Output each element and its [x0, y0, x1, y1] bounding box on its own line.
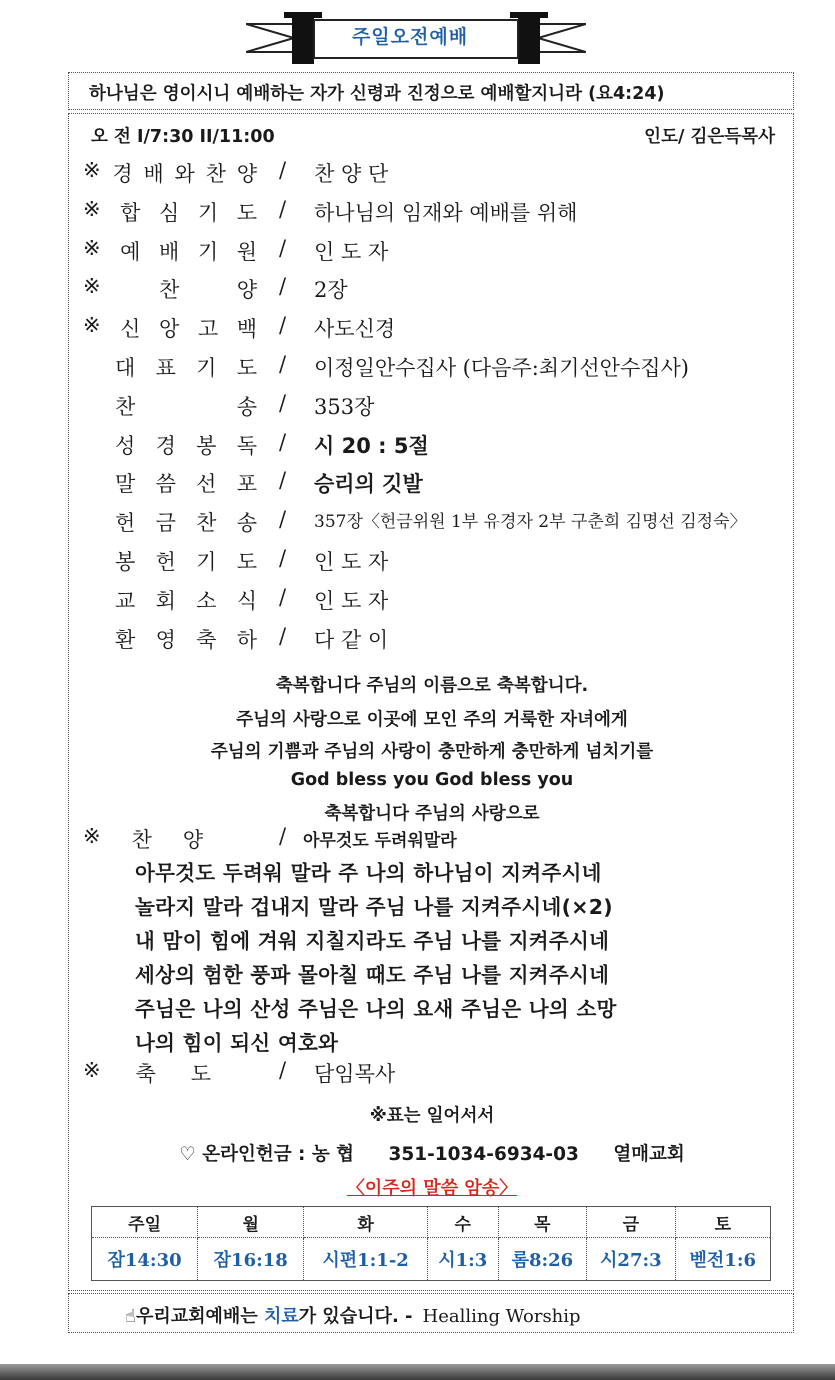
order-label-char: 앙 [159, 317, 180, 342]
order-label-char: 축 [196, 627, 217, 652]
order-label-char: 기 [197, 200, 219, 225]
order-separator: / [279, 546, 287, 570]
order-label-char: 식 [236, 588, 257, 613]
offering-account: 351-1034-6934-03 [388, 1144, 579, 1165]
lyric-line: 세상의 험한 풍파 몰아칠 때도 주님 나를 지켜주시네 [135, 963, 610, 987]
order-value: 인 도 자 [314, 588, 389, 613]
lyric-line: 내 맘이 힘에 겨워 지칠지라도 주님 나를 지켜주시네 [135, 929, 610, 953]
order-label-char: 헌 [115, 511, 136, 536]
order-label-char: 영 [155, 627, 176, 652]
order-label-char: 합 [120, 200, 141, 225]
order-label-char: 환 [115, 627, 136, 652]
order-label [83, 236, 257, 266]
order-label [115, 468, 257, 498]
lyric-line: 아무것도 두려워 말라 주 나의 하나님이 지켜주시네 [135, 861, 602, 885]
order-label [83, 1058, 211, 1088]
order-label-char: 씀 [155, 472, 176, 497]
footer-text-a: 우리교회예배는 [135, 1306, 264, 1327]
order-value: 357장〈헌금위원 1부 유경자 2부 구춘희 김명선 김정숙〉 [314, 512, 747, 533]
lyric-line: 주님은 나의 산성 주님은 나의 요새 주님은 나의 소망 [135, 997, 617, 1021]
order-mark: ※ [83, 235, 101, 260]
order-label-char: 경 [155, 433, 176, 458]
order-separator: / [279, 429, 287, 454]
order-value: 시 20 : 5절 [314, 433, 429, 458]
order-label-char: 독 [236, 433, 257, 458]
order-label [115, 585, 257, 615]
standing-note: ※표는 일어서서 [369, 1106, 495, 1126]
order-value: 하나님의 임재와 예배를 위해 [314, 200, 578, 225]
theme-verse: 하나님은 영이시니 예배하는 자가 신령과 진정으로 예배할지니라 (요4:24) [89, 84, 665, 104]
welcome-song-line: 주님의 사랑으로 이곳에 모인 주의 거룩한 자녀에게 [236, 710, 628, 730]
order-mark: ※ [83, 158, 101, 182]
order-label-char: 양 [236, 162, 257, 186]
order-label-char: 회 [155, 588, 176, 613]
order-label-char: 송 [236, 511, 257, 536]
order-label [115, 430, 257, 460]
order-label [83, 158, 257, 188]
day-cell: 수 [427, 1207, 498, 1238]
page-edge [0, 1364, 835, 1380]
service-leader: 인도/ 김은득목사 [644, 127, 775, 147]
order-value: 다 같 이 [314, 627, 389, 652]
order-separator: / [279, 352, 287, 376]
order-separator: / [279, 824, 287, 848]
order-mark: ※ [83, 1058, 101, 1082]
order-label [83, 197, 257, 227]
order-label-char: 대 [115, 356, 136, 380]
welcome-song-line: God bless you God bless you [290, 770, 574, 790]
day-cell: 목 [498, 1207, 586, 1238]
theme-verse-box [68, 72, 794, 110]
order-label-char: 찬 [131, 828, 152, 852]
order-value: 담임목사 [314, 1062, 396, 1086]
order-label-char: 기 [197, 239, 219, 264]
order-mark: ※ [83, 196, 101, 221]
order-label-char: 도 [236, 356, 257, 380]
order-label-char: 찬 [196, 511, 217, 536]
order-value: 353장 [314, 394, 375, 419]
welcome-song-line: 축복합니다 주님의 이름으로 축복합니다. [275, 676, 589, 696]
verse-cell: 시편1:1-2 [304, 1238, 428, 1281]
order-label [115, 352, 257, 382]
memorize-title: 〈이주의 말씀 암송〉 [346, 1178, 518, 1199]
offering-label: ♡ 온라인헌금 : 농 협 [179, 1144, 355, 1165]
memorize-days-row [92, 1207, 771, 1238]
order-label-char: 원 [236, 239, 257, 264]
order-label [115, 391, 257, 421]
order-label-char: 금 [155, 511, 176, 536]
order-label-char: 양 [236, 278, 257, 303]
memorize-verses-row [92, 1238, 771, 1281]
order-label-char: 예 [120, 239, 141, 264]
verse-cell: 잠16:18 [198, 1238, 304, 1281]
hand-point-icon: ☝ [125, 1306, 136, 1327]
order-label-char: 백 [236, 317, 257, 342]
order-separator: / [279, 158, 287, 182]
order-of-service [68, 113, 794, 1291]
order-label-char: 도 [236, 200, 257, 225]
order-label-char: 심 [159, 200, 180, 225]
order-mark: ※ [83, 274, 101, 299]
order-separator: / [279, 623, 287, 648]
day-cell: 토 [675, 1207, 770, 1238]
offering-church: 열매교회 [613, 1144, 685, 1165]
order-label-char: 봉 [115, 550, 136, 574]
order-label-char: 경 [112, 162, 133, 186]
order-value: 인 도 자 [314, 550, 389, 574]
order-label-char: 신 [120, 317, 141, 342]
order-value: 찬 양 단 [314, 162, 389, 186]
order-label-char: 배 [143, 162, 164, 186]
order-label-char: 축 [135, 1062, 156, 1086]
order-label-char: 성 [115, 433, 136, 458]
order-label-char: 하 [236, 627, 257, 652]
footer-english: Healling Worship [422, 1306, 581, 1327]
order-value: 인 도 자 [314, 239, 389, 264]
order-separator: / [279, 584, 287, 609]
order-separator: / [279, 196, 287, 221]
order-value: 아무것도 두려워말라 [303, 831, 457, 851]
order-separator: / [279, 390, 287, 415]
order-label-char: 봉 [196, 433, 217, 458]
footer-box [68, 1293, 794, 1333]
service-times: 오 전 I/7:30 II/11:00 [91, 127, 275, 147]
order-label-char: 송 [236, 394, 257, 419]
order-label-char: 찬 [205, 162, 226, 186]
order-mark: ※ [83, 824, 101, 848]
order-label-char: 소 [196, 588, 217, 613]
verse-cell: 롬8:26 [498, 1238, 586, 1281]
welcome-song-line: 축복합니다 주님의 사랑으로 [324, 804, 540, 824]
online-offering [69, 1140, 795, 1166]
order-value: 사도신경 [314, 317, 396, 342]
order-label [115, 546, 257, 576]
order-separator: / [279, 313, 287, 338]
verse-cell: 잠14:30 [92, 1238, 198, 1281]
order-label-char: 고 [197, 317, 219, 342]
footer-text [125, 1302, 581, 1328]
verse-cell: 시27:3 [587, 1238, 675, 1281]
order-label [83, 313, 257, 343]
order-label-char: 찬 [115, 394, 136, 419]
order-mark: ※ [83, 313, 101, 338]
order-label-char: 선 [196, 472, 217, 497]
order-label [115, 507, 257, 537]
order-label-char: 기 [196, 356, 217, 380]
memorize-table [91, 1206, 771, 1281]
verse-cell: 시1:3 [427, 1238, 498, 1281]
footer-highlight: 치료 [263, 1306, 299, 1327]
welcome-song-line: 주님의 기쁨과 주님의 사랑이 충만하게 충만하게 넘치기를 [210, 742, 654, 762]
verse-cell: 벧전1:6 [675, 1238, 770, 1281]
order-separator: / [279, 468, 287, 493]
order-label-char: 양 [182, 828, 203, 852]
day-cell: 화 [304, 1207, 428, 1238]
order-label [83, 824, 203, 854]
order-separator: / [279, 274, 287, 299]
lyric-line: 놀라지 말라 겁내지 말라 주님 나를 지켜주시네(×2) [135, 895, 613, 919]
order-label-char: 말 [115, 472, 136, 497]
order-separator: / [279, 507, 287, 532]
order-value: 2장 [314, 278, 348, 303]
order-label [115, 624, 257, 654]
order-label-char: 찬 [159, 278, 180, 303]
service-title: 주일오전예배 [351, 26, 469, 48]
order-label-char: 와 [174, 162, 195, 186]
order-label-char: 배 [159, 239, 180, 264]
order-separator: / [279, 235, 287, 260]
order-label-char: 교 [115, 588, 136, 613]
order-label-char: 기 [196, 550, 217, 574]
order-label-char: 도 [190, 1062, 211, 1086]
order-label-char: 헌 [155, 550, 176, 574]
order-separator: / [279, 1058, 287, 1082]
order-label-char: 도 [236, 550, 257, 574]
day-cell: 금 [587, 1207, 675, 1238]
order-label-char: 포 [236, 472, 257, 497]
day-cell: 월 [198, 1207, 304, 1238]
order-label-char: 표 [155, 356, 176, 380]
order-label [83, 274, 257, 304]
footer-text-c: 가 있습니다. - [298, 1306, 413, 1327]
day-cell: 주일 [92, 1207, 198, 1238]
lyric-line: 나의 힘이 되신 여호와 [135, 1031, 339, 1055]
order-value: 이정일안수집사 (다음주:최기선안수집사) [314, 356, 689, 380]
order-value: 승리의 깃발 [314, 472, 423, 497]
